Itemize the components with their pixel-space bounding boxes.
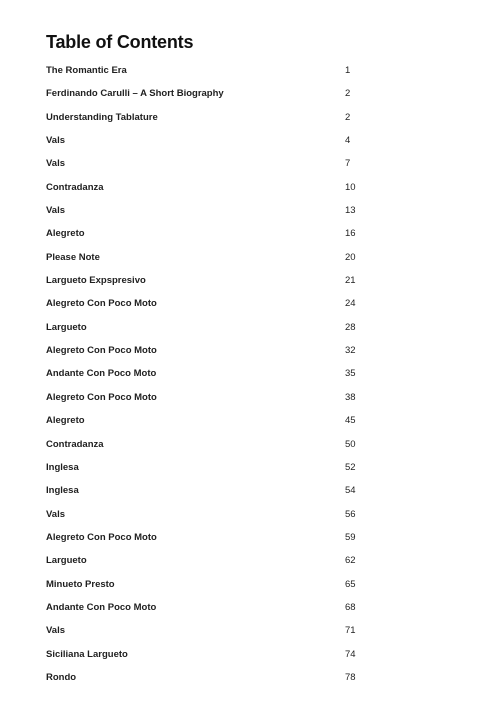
toc-entry-page-number: 68 — [345, 601, 356, 613]
toc-entry-title[interactable]: Largueto Expspresivo — [46, 275, 146, 287]
toc-entry-page-number: 2 — [345, 88, 351, 100]
toc-entry-page-number: 74 — [345, 648, 356, 660]
toc-entry-page-number: 62 — [345, 555, 356, 567]
toc-entry-page-number: 4 — [345, 135, 351, 147]
toc-entry-page-number: 32 — [345, 345, 356, 357]
toc-entry-title[interactable]: Inglesa — [46, 485, 79, 497]
toc-entry-title[interactable]: Vals — [46, 508, 66, 520]
toc-entry-page-number: 59 — [345, 531, 356, 543]
toc-entry-page-number: 24 — [345, 298, 356, 310]
toc-entry-page-number: 50 — [345, 438, 356, 450]
toc-entry-title[interactable]: Contradanza — [46, 438, 104, 450]
toc-entry-row[interactable] — [46, 409, 406, 432]
toc-entry-row[interactable] — [46, 152, 406, 175]
toc-entry-title[interactable]: Alegreto Con Poco Moto — [46, 391, 157, 403]
toc-entry-row[interactable] — [46, 433, 406, 456]
toc-entry-row[interactable] — [46, 269, 406, 292]
toc-entry-title[interactable]: Contradanza — [46, 181, 104, 193]
toc-entry-page-number: 56 — [345, 508, 356, 520]
toc-entry-title[interactable]: Alegreto Con Poco Moto — [46, 298, 157, 310]
toc-entry-title[interactable]: Andante Con Poco Moto — [46, 601, 157, 613]
toc-title: Table of Contents — [46, 32, 194, 52]
toc-entry-title[interactable]: Andante Con Poco Moto — [46, 368, 157, 380]
toc-entry-page-number: 1 — [345, 65, 351, 76]
toc-entry-page-number: 28 — [345, 321, 356, 333]
toc-entry-row[interactable] — [46, 129, 406, 152]
toc-entry-row[interactable] — [46, 526, 406, 549]
toc-entry-page-number: 78 — [345, 671, 356, 683]
toc-entry-row[interactable] — [46, 503, 406, 526]
toc-entry-row[interactable] — [46, 456, 406, 479]
toc-entry-page-number: 71 — [345, 625, 356, 637]
toc-entry-row[interactable] — [46, 362, 406, 385]
toc-entry-title[interactable]: Alegreto — [46, 228, 85, 240]
toc-entry-title[interactable]: The Romantic Era — [46, 65, 127, 76]
toc-entry-page-number: 38 — [345, 391, 356, 403]
toc-entry-title[interactable]: Largueto — [46, 321, 87, 333]
toc-entry-row[interactable] — [46, 573, 406, 596]
toc-entry-row[interactable] — [46, 316, 406, 339]
toc-entry-title[interactable]: Vals — [46, 135, 66, 147]
toc-entry-row[interactable] — [46, 59, 406, 82]
toc-entry-row[interactable] — [46, 596, 406, 619]
toc-entry-title[interactable]: Alegreto Con Poco Moto — [46, 531, 157, 543]
toc-entry-title[interactable]: Alegreto Con Poco Moto — [46, 345, 157, 357]
toc-entry-row[interactable] — [46, 619, 406, 642]
toc-entry-page-number: 2 — [345, 111, 351, 123]
toc-entry-page-number: 7 — [345, 158, 351, 170]
toc-entry-row[interactable] — [46, 222, 406, 245]
toc-entry-title[interactable]: Siciliana Largueto — [46, 648, 128, 660]
toc-entry-row[interactable] — [46, 386, 406, 409]
toc-entry-row[interactable] — [46, 106, 406, 129]
toc-entry-title[interactable]: Vals — [46, 205, 66, 217]
toc-list — [46, 59, 406, 689]
toc-entry-page-number: 54 — [345, 485, 356, 497]
toc-entry-row[interactable] — [46, 666, 406, 689]
toc-entry-title[interactable]: Vals — [46, 158, 66, 170]
toc-entry-title[interactable]: Ferdinando Carulli – A Short Biography — [46, 88, 224, 100]
toc-entry-page-number: 20 — [345, 251, 356, 263]
toc-entry-title[interactable]: Rondo — [46, 671, 77, 683]
toc-entry-page-number: 65 — [345, 578, 356, 590]
toc-entry-row[interactable] — [46, 246, 406, 269]
toc-entry-title[interactable]: Inglesa — [46, 461, 79, 473]
toc-entry-row[interactable] — [46, 82, 406, 105]
toc-entry-page-number: 45 — [345, 415, 356, 427]
toc-entry-page-number: 13 — [345, 205, 356, 217]
toc-entry-title[interactable]: Minueto Presto — [46, 578, 115, 590]
toc-entry-row[interactable] — [46, 176, 406, 199]
toc-entry-row[interactable] — [46, 549, 406, 572]
toc-entry-title[interactable]: Please Note — [46, 251, 100, 263]
toc-entry-row[interactable] — [46, 199, 406, 222]
toc-entry-page-number: 21 — [345, 275, 356, 287]
toc-entry-title[interactable]: Vals — [46, 625, 66, 637]
toc-entry-row[interactable] — [46, 339, 406, 362]
toc-entry-title[interactable]: Largueto — [46, 555, 87, 567]
toc-entry-page-number: 10 — [345, 181, 356, 193]
toc-entry-row[interactable] — [46, 643, 406, 666]
toc-entry-row[interactable] — [46, 479, 406, 502]
toc-entry-page-number: 16 — [345, 228, 356, 240]
toc-entry-page-number: 35 — [345, 368, 356, 380]
toc-entry-title[interactable]: Alegreto — [46, 415, 85, 427]
toc-entry-page-number: 52 — [345, 461, 356, 473]
toc-entry-title[interactable]: Understanding Tablature — [46, 111, 158, 123]
toc-entry-row[interactable] — [46, 292, 406, 315]
